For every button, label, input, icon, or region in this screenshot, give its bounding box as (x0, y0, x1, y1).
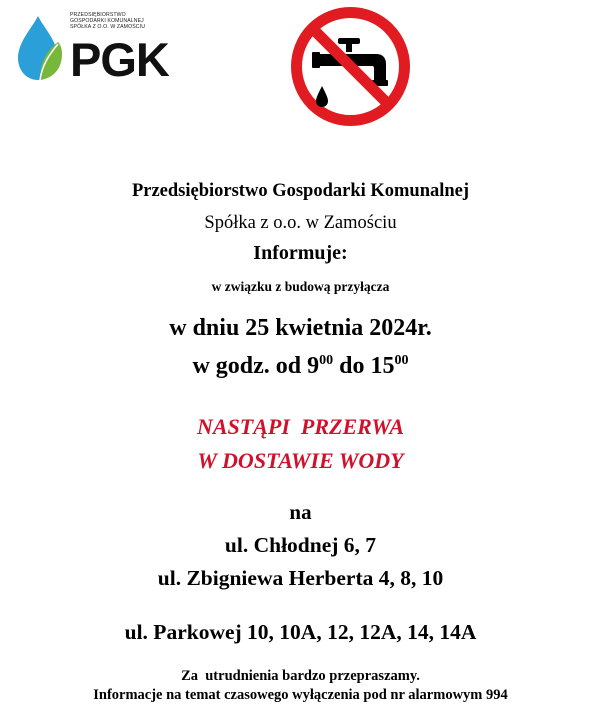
on-label: na (289, 500, 312, 524)
company-name: Przedsiębiorstwo Gospodarki Komunalnej (131, 181, 470, 201)
alert-line-2: W DOSTAWIE WODY (197, 448, 404, 473)
logo-line: SPÓŁKA Z O.O. W ZAMOŚCIU (70, 24, 146, 30)
logo-company-text (70, 12, 145, 30)
street-item: ul. Zbigniewa Herberta 4, 8, 10 (157, 566, 444, 590)
logo-line: GOSPODARKI KOMUNALNEJ (70, 18, 144, 24)
date-line: w dniu 25 kwietnia 2024r. (169, 315, 432, 341)
apology-text: Za utrudnienia bardzo przepraszamy. (181, 668, 420, 684)
company-name-line-2: Spółka z o.o. w Zamościu (204, 213, 397, 233)
alert-line-1: NASTĄPI PRZERWA (196, 414, 404, 439)
pgk-logo (14, 12, 189, 86)
contact-info: Informacje na temat czasowego wyłączenia pod nr alarmowym 994 (93, 687, 508, 703)
hours-from-minutes: 00 (319, 353, 334, 368)
informs-heading: Informuje: (253, 242, 348, 264)
water-drop-leaf-icon (14, 14, 64, 82)
hours-line (0, 353, 601, 380)
street-item: ul. Parkowej 10, 10A, 12, 12A, 14, 14A (124, 620, 477, 644)
hours-prefix: w godz. od 9 (192, 353, 320, 379)
hours-middle: do 15 (333, 353, 395, 379)
hours-to-minutes: 00 (394, 353, 409, 368)
logo-line: PRZEDSIĘBIORSTWO (70, 12, 126, 18)
logo-brand: PGK (70, 33, 169, 86)
no-water-tap-icon (288, 4, 413, 129)
street-item: ul. Chłodnej 6, 7 (224, 533, 377, 557)
reason-text: w związku z budową przyłącza (211, 279, 390, 294)
